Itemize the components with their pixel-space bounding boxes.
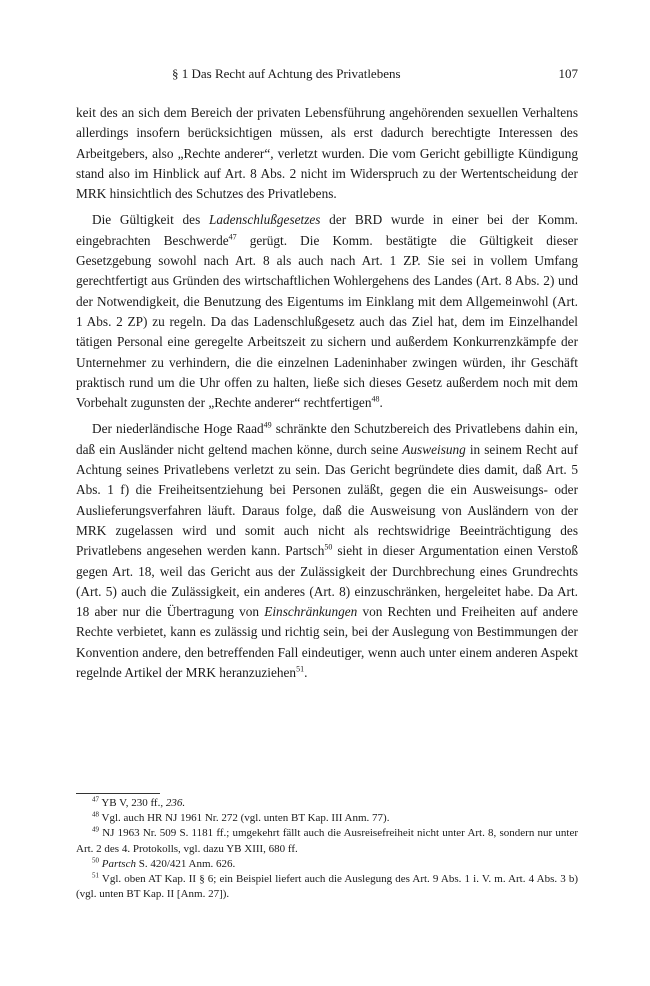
footnote-divider xyxy=(76,793,160,794)
footnote-51: $^{51}$ Vgl. oben AT Kap. II § 6; ein Beispiel liefert auch die Auslegung des Art. 9 Abs. 1 i. V. m. Art. 4 Abs. 3 b) (vgl. unten BT Kap. II [Anm. 27]). xyxy=(76,871,578,901)
running-header xyxy=(172,66,578,82)
emphasis-einschraenkungen: Einschränkungen xyxy=(264,604,358,620)
footnote-ref-49[interactable]: 49 xyxy=(263,421,272,431)
footnote-47: $^{47}$ YB V, 230 ff., 236. xyxy=(92,795,186,809)
page-number: 107 xyxy=(558,66,578,81)
emphasis-ausweisung: Ausweisung xyxy=(402,441,466,457)
body-text xyxy=(76,103,578,689)
footnote-48: $^{48}$ Vgl. auch HR NJ 1961 Nr. 272 (vgl. unten BT Kap. III Anm. 77). xyxy=(92,810,390,825)
footnote-ref-48[interactable]: 48 xyxy=(371,394,380,404)
header-title: § 1 Das Recht auf Achtung des Privatlebens xyxy=(172,66,401,81)
footnote-ref-47[interactable]: 47 xyxy=(228,232,237,242)
emphasis-ladenschlussgesetz: Ladenschlußgesetzes xyxy=(208,212,321,228)
footnote-ref-51[interactable]: 51 xyxy=(296,664,305,674)
footnote-49: $^{49}$ NJ 1963 Nr. 509 S. 1181 ff.; umgekehrt fällt auch die Ausreisefreiheit nicht unter Art. 8, sondern nur unter Art. 2 des 4. Protokolls, vgl. dazu YB XIII, 680 ff. xyxy=(76,825,578,855)
footnote-50: $^{50}$ Partsch S. 420/421 Anm. 626. xyxy=(92,856,236,870)
paragraph-1: keit des an sich dem Bereich der privaten Lebensführung angehörenden sexuellen Verhaltens allerdings insofern berücksichtigen müssen, als erst dadurch berechtigte Interessen des Arbeitgebers, also „Rechte anderer“, verletzt wurden. Die vom Gericht gebilligte Kündigung stand also im Hinblick auf Art. 8 Abs. 2 nicht im Widerspruch zu der Wertentscheidung der MRK hinsichtlich des Schutzes des Privatlebens. xyxy=(76,105,578,202)
footnote-ref-50[interactable]: 50 xyxy=(324,542,333,552)
paragraph-3: Der niederländische Hoge Raad$^{49}$ schränkte den Schutzbereich des Privatlebens dahin ein, daß ein Ausländer nicht geltend machen könne, durch seine Ausweisung in seinem Recht auf Achtung seines Privatlebens verletzt zu sein. Das Gericht begründete dies damit, daß Art. 5 Abs. 1 f) die Freiheitsentziehung bei Personen zuläßt, gegen die ein Ausweisungs- oder Auslieferungsverfahren läuft. Daraus folge, daß die Ausweisung von Ausländern von der MRK zugelassen wird und somit auch nicht als rechtswidrige Beeinträchtigung des Privatlebens angesehen werden kann. Partsch$^{50}$ sieht in dieser Argumentation einen Verstoß gegen Art. 18, weil das Gericht aus der Zulässigkeit der Durchbrechung eines Grundrechts (Art. 5) auch die Zulässigkeit, ein anderes (Art. 8) einzuschränken, hergeleitet habe. Da Art. 18 aber nur die Übertragung von Einschränkungen von Rechten und Freiheiten auf andere Rechte verbietet, kann es zulässig und richtig sein, bei der Auslegung von Bestimmungen der Konvention andere, den betreffenden Fall eindeutiger, wenn auch unter einem anderen Aspekt regelnde Artikel der MRK heranzuziehen$^{51}$. xyxy=(76,421,579,681)
paragraph-2: Die Gültigkeit des Ladenschlußgesetzes der BRD wurde in einer bei der Komm. eingebrachten Beschwerde$^{47}$ gerügt. Die Komm. bestätigte die Gültigkeit dieser Gesetzgebung sowohl nach Art. 8 als auch nach Art. 1 ZP. Sie sei in vollem Umfang gerechtfertigt aus Gründen des wirtschaftlichen Wohlergehens des Landes (Art. 8 Abs. 2) und der Notwendigkeit, die Benutzung des Eigentums im Einklang mit dem Allgemeinwohl (Art. 1 Abs. 2 ZP) zu regeln. Da das Ladenschlußgesetz auch das Ziel hat, dem im Einzelhandel tätigen Personal eine geregelte Arbeitszeit zu sichern und außerdem Konkurrenzkämpfe der Unternehmer zu verhindern, die die einzelnen Ladeninhaber zwingen würden, ihr Geschäft praktisch rund um die Uhr offen zu halten, ließe sich dieses Gesetz außerdem noch mit dem Vorbehalt zugunsten der „Rechte anderer“ rechtfertigen$^{48}$. xyxy=(76,212,578,411)
footnotes xyxy=(76,796,578,902)
